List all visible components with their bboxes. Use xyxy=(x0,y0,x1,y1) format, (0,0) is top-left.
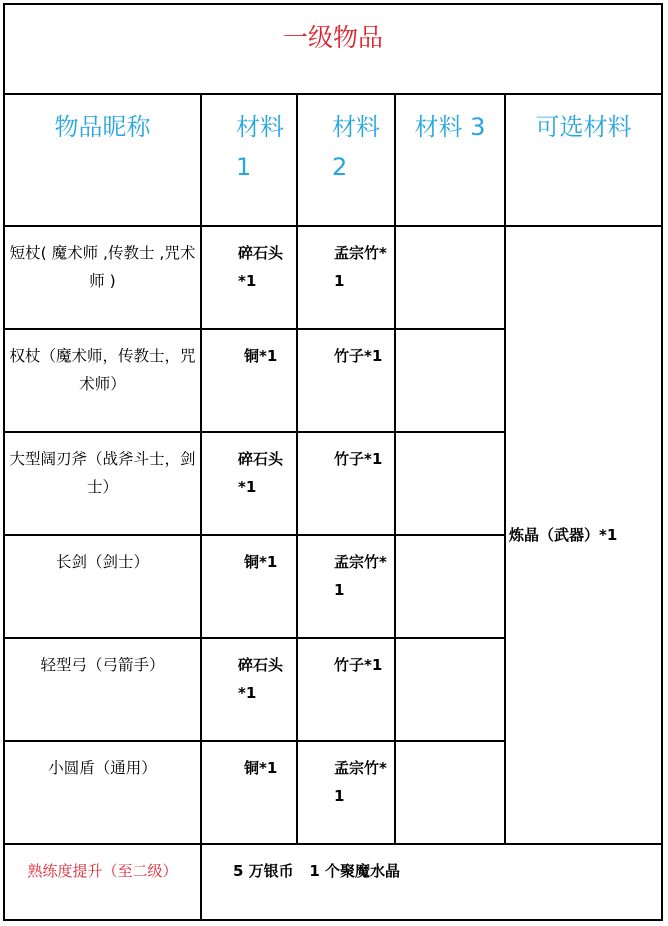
material2-value: 孟宗竹*1 xyxy=(334,244,387,290)
header-optional-cell xyxy=(505,94,662,226)
item-name: 长剑（剑士） xyxy=(55,553,149,571)
material3-value xyxy=(396,742,504,754)
material1-cell xyxy=(201,638,297,741)
material1-value: 碎石头*1 xyxy=(238,450,284,496)
material2-value: 孟宗竹*1 xyxy=(334,759,387,805)
material3-value xyxy=(396,433,504,445)
material1-cell xyxy=(201,329,297,432)
item-name: 轻型弓（弓箭手） xyxy=(40,656,165,674)
material1-cell xyxy=(201,432,297,535)
page-title: 一级物品 xyxy=(283,23,384,52)
item-name: 大型阔刃斧（战斧斗士，剑士） xyxy=(9,450,196,496)
material2-cell xyxy=(297,638,395,741)
optional-material-value: 炼晶（武器）*1 xyxy=(509,526,618,544)
material3-cell xyxy=(395,741,505,844)
material2-cell xyxy=(297,329,395,432)
material3-value xyxy=(396,227,504,239)
material2-value: 孟宗竹*1 xyxy=(334,553,387,599)
header-material2: 材料2 xyxy=(332,113,380,181)
footer-value-cell xyxy=(201,844,662,920)
header-material3: 材料 3 xyxy=(414,113,486,141)
material3-cell xyxy=(395,638,505,741)
material2-cell xyxy=(297,226,395,329)
header-optional: 可选材料 xyxy=(535,113,632,141)
material1-cell xyxy=(201,741,297,844)
material3-value xyxy=(396,536,504,548)
item-name-cell xyxy=(4,535,201,638)
optional-material-cell xyxy=(505,226,662,844)
item-recipe-table xyxy=(3,3,663,921)
header-material1-cell xyxy=(201,94,297,226)
header-material3-cell xyxy=(395,94,505,226)
material2-value: 竹子*1 xyxy=(334,450,383,468)
material1-value: 铜*1 xyxy=(244,759,278,777)
header-name-cell xyxy=(4,94,201,226)
material3-cell xyxy=(395,432,505,535)
material1-value: 铜*1 xyxy=(244,553,278,571)
item-name-cell xyxy=(4,741,201,844)
footer-label: 熟练度提升（至二级） xyxy=(27,862,178,880)
item-name: 短杖( 魔术师 ,传教士 ,咒术师 ) xyxy=(9,244,196,290)
footer-label-cell xyxy=(4,844,201,920)
item-name-cell xyxy=(4,638,201,741)
title-row xyxy=(4,4,662,94)
footer-row xyxy=(4,844,662,920)
header-name: 物品昵称 xyxy=(54,113,151,141)
item-name-cell xyxy=(4,432,201,535)
material1-value: 铜*1 xyxy=(244,347,278,365)
material2-cell xyxy=(297,535,395,638)
material1-cell xyxy=(201,535,297,638)
item-name-cell xyxy=(4,329,201,432)
material1-cell xyxy=(201,226,297,329)
material3-value xyxy=(396,639,504,651)
material2-cell xyxy=(297,432,395,535)
material3-value xyxy=(396,330,504,342)
material2-value: 竹子*1 xyxy=(334,656,383,674)
footer-value: 5 万银币 1 个聚魔水晶 xyxy=(233,862,400,880)
material1-value: 碎石头*1 xyxy=(238,656,284,702)
item-name-cell xyxy=(4,226,201,329)
item-name: 小圆盾（通用） xyxy=(48,759,157,777)
material2-value: 竹子*1 xyxy=(334,347,383,365)
material3-cell xyxy=(395,226,505,329)
header-material1: 材料1 xyxy=(236,113,284,181)
header-row xyxy=(4,94,662,226)
title-cell xyxy=(4,4,662,94)
material1-value: 碎石头*1 xyxy=(238,244,284,290)
material3-cell xyxy=(395,535,505,638)
material3-cell xyxy=(395,329,505,432)
material2-cell xyxy=(297,741,395,844)
header-material2-cell xyxy=(297,94,395,226)
table-row xyxy=(4,226,662,329)
item-name: 权杖（魔术师，传教士，咒术师） xyxy=(9,347,196,393)
